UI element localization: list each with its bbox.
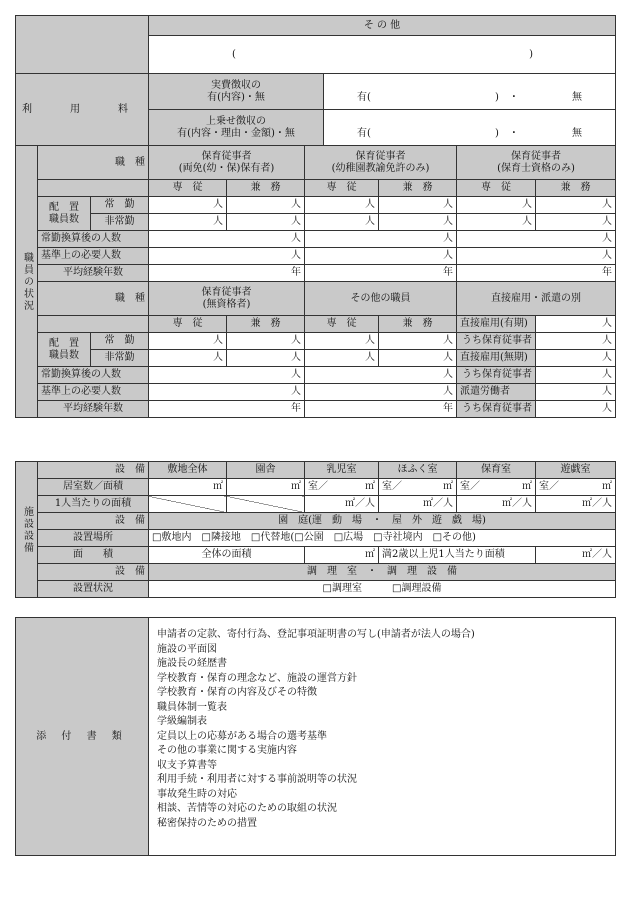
list-item: 利用手続・利用者に対する事前説明等の状況 — [157, 774, 357, 785]
required-label: 基準上の必要人数 — [38, 248, 149, 265]
col-building: 園舎 — [227, 462, 305, 479]
staff-section-label: 職員の状況 — [16, 146, 38, 418]
direct-fixed-term-childcare: うち保育従事者 — [457, 333, 536, 350]
list-item: 職員体制一覧表 — [157, 701, 227, 713]
converted-label: 常勤換算後の人数 — [38, 231, 149, 248]
dispatched-childcare: うち保育従事者 — [457, 401, 536, 418]
other-fee-table — [15, 15, 616, 146]
g3-regular-part[interactable]: 人 — [536, 197, 616, 214]
list-item: 施設長の経歴書 — [157, 658, 227, 669]
list-item: 事故発生時の対応 — [157, 788, 237, 800]
yard-title: 園 庭(運 動 場 ・ 屋 外 遊 戯 場) — [149, 513, 616, 530]
fee-label: 利 用 料 — [16, 74, 149, 146]
list-item: 学級編制表 — [157, 716, 207, 727]
attachments-table — [15, 617, 616, 856]
extra-fee-value[interactable]: 有( ) ・ 無 — [324, 110, 616, 146]
col-crawling-room: ほふく室 — [379, 462, 457, 479]
list-item: 学校教育・保育の内容及びその特徴 — [157, 687, 317, 698]
per-child-label: 1人当たりの面積 — [38, 496, 149, 513]
staff-table: 職員の状況 職 種 保育従事者 (両免(幼・保)保有者) 保育従事者 (幼稚園教諭免許のみ) 保育従事者 (保育士資格のみ) 専 従 兼 務 専 従 兼 務 専 従 兼 務 配 置 職員数 常 勤 人 人 人 人 人 人 非常勤 人 人 人 人 人 人 常勤換算後の人数 人 人 人 基準上の必要人数 人 人 人 平均経験年数 年 年 年 職 種 保育従事者 (無資格者) その他の職員 直接雇用・派遣の別 専 従 兼 務 専 従 兼 務 直接雇用(有期) 人 配 置 職員数 常 勤 人 人 人 人 うち保育従事者 人 非常勤 人 人 人 人 直接雇用(無期) 人 常勤換算後の人数 人 人 うち保育従事者 人 基準上の必要人数 人 人 派遣労働者 人 平均経験年数 年 年 うち保育従事者 人 — [15, 145, 616, 418]
list-item: 学校教育・保育の理念など、施設の運営方針 — [157, 672, 357, 684]
kitchen-options[interactable]: □調理室 □調理設備 — [149, 581, 616, 598]
col-nursery-room: 保育室 — [457, 462, 536, 479]
g3-regular-full[interactable]: 人 — [457, 197, 536, 214]
location-label: 設置場所 — [38, 530, 149, 547]
experience-label: 平均経験年数 — [38, 265, 149, 282]
other-blank-label — [16, 16, 149, 74]
kitchen-title: 調 理 室 ・ 調 理 設 備 — [149, 564, 616, 581]
diagonal-building — [227, 496, 305, 513]
direct-indefinite-childcare: うち保育従事者 — [457, 367, 536, 384]
list-item: 申請者の定款、寄付行為、登記事項証明書の写し(申請者が法人の場合) — [157, 629, 475, 640]
over2-area-value[interactable]: ㎡／人 — [536, 547, 616, 564]
location-options[interactable]: □敷地内 □隣接地 □代替地(□公園 □広場 □寺社境内 □その他) — [149, 530, 616, 547]
actual-fee-value[interactable]: 有( ) ・ 無 — [324, 74, 616, 110]
list-item: 秘密保持のための措置 — [157, 817, 257, 829]
job-unlicensed: 保育従事者 (無資格者) — [149, 282, 305, 316]
total-area-label: 全体の面積 — [149, 547, 305, 564]
g1-regular-full[interactable]: 人 — [149, 197, 227, 214]
list-item: 施設の平面図 — [157, 643, 217, 655]
attachments-label: 添 付 書 類 — [16, 618, 149, 856]
job-other-staff: その他の職員 — [305, 282, 457, 316]
assigned-label: 配 置 職員数 — [38, 197, 91, 231]
room-area-label: 居室数／面積 — [38, 479, 149, 496]
total-area-value[interactable]: ㎡ — [305, 547, 379, 564]
col-infant-room: 乳児室 — [305, 462, 379, 479]
area-label: 面 積 — [38, 547, 149, 564]
list-item: 相談、苦情等の対応のための取組の状況 — [157, 803, 337, 814]
facility-section-label: 施設設備 — [16, 462, 38, 598]
job-both-licenses: 保育従事者 (両免(幼・保)保有者) — [149, 146, 305, 180]
g2-regular-full[interactable]: 人 — [305, 197, 379, 214]
other-title: そ の 他 — [149, 16, 616, 36]
job-nursery-license: 保育従事者 (保育士資格のみ) — [457, 146, 616, 180]
direct-indefinite: 直接雇用(無期) — [457, 350, 536, 367]
col-play-room: 遊戯室 — [536, 462, 616, 479]
job-type-label: 職 種 — [38, 146, 149, 180]
facility-table: 施設設備 設 備 敷地全体 園舎 乳児室 ほふく室 保育室 遊戯室 居室数／面積 ㎡ ㎡ 室／ ㎡ 室／ ㎡ 室／ ㎡ 室／ ㎡ 1人当たりの面積 ㎡／人 ㎡／人 ㎡／人 ㎡／人 設 備 園 庭(運 動 場 ・ 屋 外 遊 戯 場) 設置場所 □敷地内 □隣接地 □代替地(□公園 □広場 □寺社境内 □その他) 面 積 全体の面積 ㎡ 満2歳以上児1人当たり面積 ㎡／人 設 備 調 理 室 ・ 調 理 設 備 設置状況 □調理室 □調理設備 — [15, 461, 616, 598]
g1-regular-part[interactable]: 人 — [227, 197, 305, 214]
g2-regular-part[interactable]: 人 — [379, 197, 457, 214]
other-input[interactable]: ( ) — [149, 36, 616, 74]
dispatched-workers: 派遣労働者 — [457, 384, 536, 401]
list-item: その他の事業に関する実施内容 — [157, 745, 297, 756]
col-site: 敷地全体 — [149, 462, 227, 479]
extra-fee-label: 上乗せ徴収の 有(内容・理由・金額)・無 — [149, 110, 324, 146]
over2-area-label: 満2歳以上児1人当たり面積 — [379, 547, 536, 564]
job-kindergarten-license: 保育従事者 (幼稚園教諭免許のみ) — [305, 146, 457, 180]
direct-fixed-term: 直接雇用(有期) — [457, 316, 536, 333]
direct-dispatch-title: 直接雇用・派遣の別 — [457, 282, 616, 316]
list-item: 収支予算書等 — [157, 759, 217, 771]
list-item: 定員以上の応募がある場合の選考基準 — [157, 730, 327, 742]
diagonal-site — [149, 496, 227, 513]
attachments-list — [149, 618, 616, 856]
status-label: 設置状況 — [38, 581, 149, 598]
actual-fee-label: 実費徴収の 有(内容)・無 — [149, 74, 324, 110]
